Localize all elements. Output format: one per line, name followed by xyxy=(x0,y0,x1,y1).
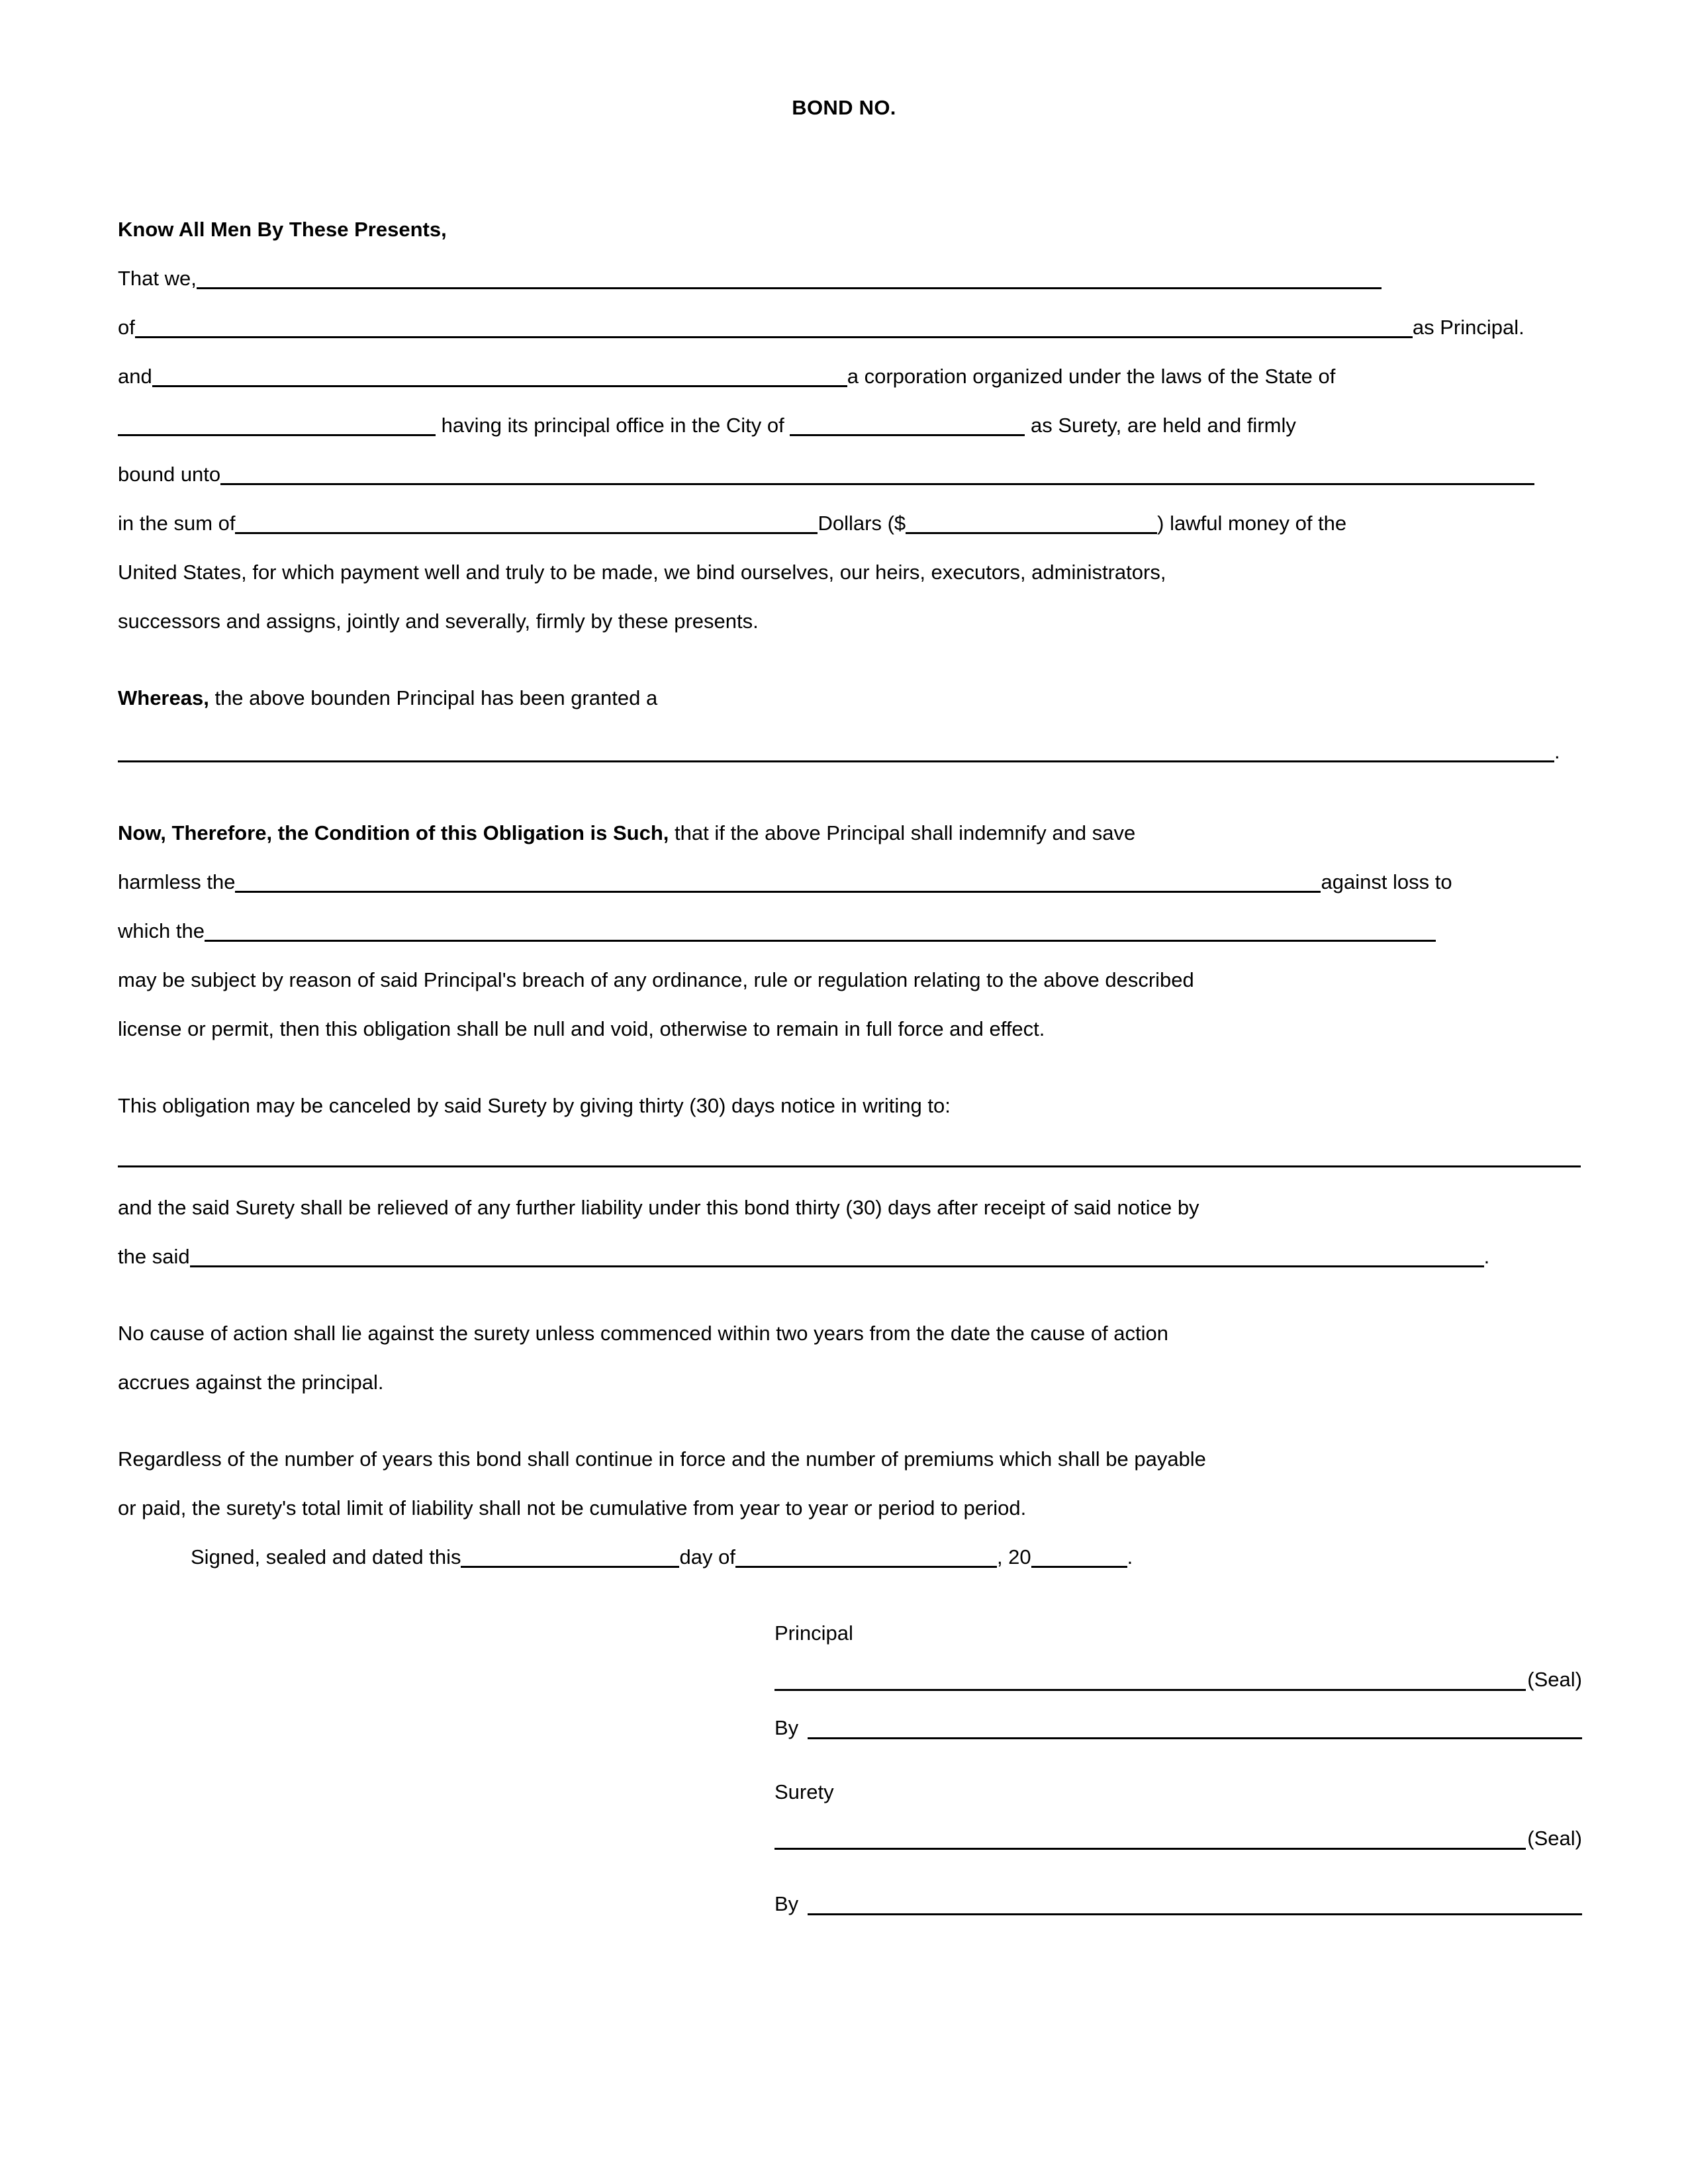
label-dollars-open: Dollars ($ xyxy=(818,512,906,535)
surety-by-row xyxy=(774,1891,1582,1915)
line-and-corporation xyxy=(118,352,1581,401)
field-cancellation-notice-address[interactable] xyxy=(118,1144,1581,1167)
field-obligee[interactable] xyxy=(220,462,1534,485)
text-whereas: the above bounden Principal has been granted a xyxy=(209,686,658,709)
text-regardless-line1: Regardless of the number of years this bond shall continue in force and the number of premiums which shall be payable xyxy=(118,1447,1206,1471)
line-whereas-blank xyxy=(118,723,1581,781)
label-principal-by: By xyxy=(774,1716,799,1739)
signature-block xyxy=(774,1615,1582,1915)
section-heading-presents: Know All Men By These Presents, xyxy=(118,218,447,241)
text-may-be-subject: may be subject by reason of said Principal's breach of any ordinance, rule or regulation relating to the above described xyxy=(118,968,1194,991)
label-year-prefix: , 20 xyxy=(996,1545,1031,1569)
label-principal: Principal xyxy=(774,1621,853,1645)
label-surety-seal: (Seal) xyxy=(1527,1827,1582,1850)
field-year[interactable] xyxy=(1031,1545,1127,1568)
text-license-or-permit: license or permit, then this obligation shall be null and void, otherwise to remain in full force and effect. xyxy=(118,1017,1045,1040)
label-day-of: day of xyxy=(679,1545,735,1569)
field-principal-by-signature[interactable] xyxy=(808,1715,1582,1739)
label-surety-by: By xyxy=(774,1892,799,1915)
field-city[interactable] xyxy=(790,413,1025,436)
text-no-cause-line1: No cause of action shall lie against the surety unless commenced within two years from the date the cause of action xyxy=(118,1322,1169,1345)
label-bound-unto: bound unto xyxy=(118,463,221,486)
field-principal-address[interactable] xyxy=(135,315,1413,338)
principal-by-row xyxy=(774,1715,1582,1739)
field-sum-numeric[interactable] xyxy=(906,511,1157,534)
field-principal-name[interactable] xyxy=(197,266,1382,289)
field-principal-signature[interactable] xyxy=(774,1666,1526,1691)
field-the-said-party[interactable] xyxy=(190,1244,1484,1267)
label-the-said: the said xyxy=(118,1245,190,1268)
text-successors: successors and assigns, jointly and severally, firmly by these presents. xyxy=(118,610,759,633)
label-now-therefore: Now, Therefore, the Condition of this Obligation is Such, xyxy=(118,821,669,844)
label-the-said-period: . xyxy=(1483,1245,1490,1268)
line-state-city-surety xyxy=(118,401,1581,450)
label-surety: Surety xyxy=(774,1780,834,1803)
label-harmless-the: harmless the xyxy=(118,870,236,893)
text-surety-relieved: and the said Surety shall be relieved of any further liability under this bond thirty (30) days after receipt of said notice by xyxy=(118,1196,1199,1219)
line-sum xyxy=(118,499,1581,548)
label-against-loss-to: against loss to xyxy=(1321,870,1452,893)
line-bound-unto xyxy=(118,450,1581,499)
label-as-principal: as Principal. xyxy=(1412,316,1524,339)
line-of-principal xyxy=(118,303,1581,352)
text-no-cause-line2: accrues against the principal. xyxy=(118,1371,384,1394)
label-as-surety: as Surety, are held and firmly xyxy=(1030,414,1296,437)
label-and: and xyxy=(118,365,152,388)
label-signed-sealed-dated: Signed, sealed and dated this xyxy=(191,1545,461,1569)
field-surety-by-signature[interactable] xyxy=(808,1891,1582,1915)
line-which-the xyxy=(118,907,1581,956)
text-cancellation-notice: This obligation may be canceled by said Surety by giving thirty (30) days notice in writing to: xyxy=(118,1094,951,1117)
document-body xyxy=(118,205,1581,1582)
label-in-the-sum-of: in the sum of xyxy=(118,512,236,535)
label-principal-seal: (Seal) xyxy=(1527,1668,1582,1691)
paragraph-whereas xyxy=(118,674,1581,723)
text-regardless-line2: or paid, the surety's total limit of liability shall not be cumulative from year to year or period to period. xyxy=(118,1496,1027,1520)
field-which-party[interactable] xyxy=(205,919,1436,942)
line-cancellation-address xyxy=(118,1130,1581,1183)
field-day[interactable] xyxy=(461,1545,679,1568)
field-sum-words[interactable] xyxy=(235,511,818,534)
field-indemnified-party[interactable] xyxy=(235,870,1321,893)
line-signed-sealed-dated xyxy=(191,1533,1581,1582)
text-united-states: United States, for which payment well and truly to be made, we bind ourselves, our heirs, executors, administrators, xyxy=(118,561,1166,584)
principal-signature-row xyxy=(774,1666,1582,1691)
surety-signature-row xyxy=(774,1825,1582,1850)
label-corporation-clause: a corporation organized under the laws of the State of xyxy=(847,365,1336,388)
page-title: BOND NO. xyxy=(792,96,896,119)
line-harmless-the xyxy=(118,858,1581,907)
label-that-we: That we, xyxy=(118,267,197,290)
label-which-the: which the xyxy=(118,919,205,942)
label-having-office: having its principal office in the City of xyxy=(441,414,784,437)
line-that-we xyxy=(118,254,1581,303)
text-now-therefore: that if the above Principal shall indemnify and save xyxy=(669,821,1136,844)
paragraph-now-therefore xyxy=(118,809,1581,858)
signature-spacer xyxy=(774,1739,1582,1774)
field-state-of-incorporation[interactable] xyxy=(118,413,436,436)
label-date-period: . xyxy=(1127,1545,1133,1569)
field-license-description[interactable] xyxy=(118,739,1554,762)
field-surety-signature[interactable] xyxy=(774,1825,1526,1850)
label-of: of xyxy=(118,316,135,339)
label-whereas-period: . xyxy=(1554,740,1560,763)
field-surety-name[interactable] xyxy=(152,364,847,387)
label-whereas: Whereas, xyxy=(118,686,209,709)
label-dollars-close: ) lawful money of the xyxy=(1157,512,1347,535)
line-the-said xyxy=(118,1232,1581,1281)
field-month[interactable] xyxy=(735,1545,997,1568)
